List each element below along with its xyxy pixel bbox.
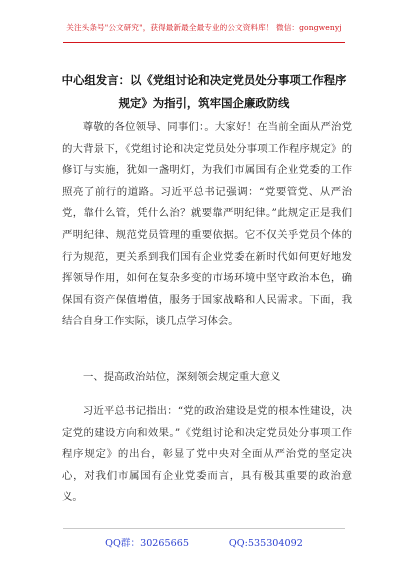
section-heading-1: 一、提高政治站位，深刻领会规定重大意义: [83, 371, 281, 383]
document-title-line-2: 规定》为指引，筑牢国企廉政防线: [118, 96, 290, 110]
footer-qq: QQ:535304092: [228, 538, 303, 549]
footer-contacts: [0, 535, 408, 549]
footer-divider: [63, 528, 345, 529]
footer-qq-group: QQ群：30265665: [105, 538, 189, 549]
document-title-line-1: 中心组发言：以《党组讨论和决定党员处分事项工作程序: [61, 73, 347, 87]
body-paragraph-1: 尊敬的各位领导、同事们：。大家好！在当前全面从严治党的大背景下，《党组讨论和决定党员处分事项工作程序规定》的修订与实施，犹如一盏明灯，为我们市属国有企业党委的工作照亮了前行的道路。习近平总书记强调：“党要管党、从严治党，靠什么管，凭什么治？就要靠严明纪律。”此规定正是我们严明纪律、规范党员管理的重要依据。它不仅关乎党员个体的行为规范，更关系到我们国有企业党委在新时代如何更好地发挥领导作用，如何在复杂多变的市场环境中坚守政治本色，确保国有资产保值增值，服务于国家战略和人民需求。下面，我结合自身工作实际，谈几点学习体会。: [62, 121, 352, 328]
header-banner: 关注头条号"公文研究"，获得最新最全最专业的公文资料库！ 微信：gongwenyj: [66, 23, 342, 32]
header-divider: [63, 42, 345, 43]
body-paragraph-2: 习近平总书记指出：“党的政治建设是党的根本性建设，决定党的建设方向和效果。”《党组讨论和决定党员处分事项工作程序规定》的出台，彰显了党中央对全面从严治党的坚定决心，对我们市属国有企业党委而言，具有极其重要的政治意义。: [62, 405, 352, 504]
